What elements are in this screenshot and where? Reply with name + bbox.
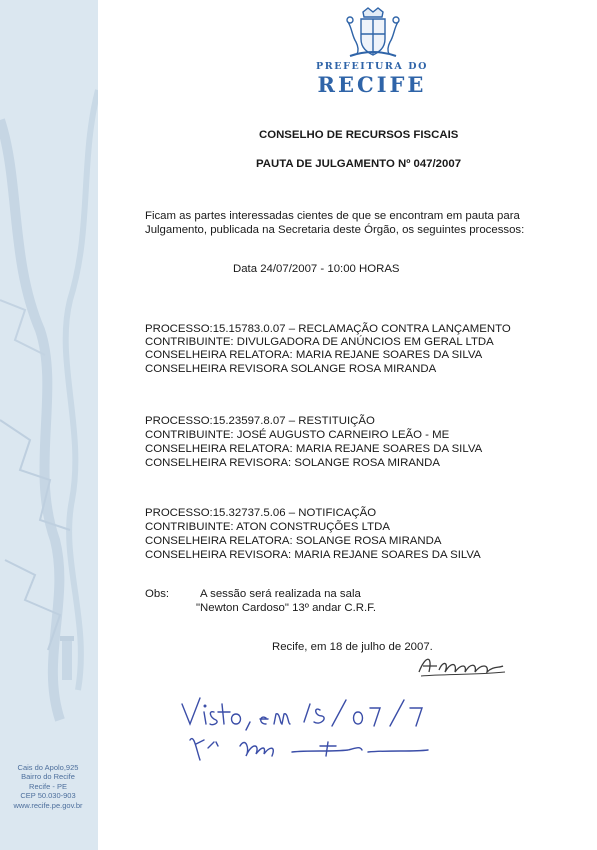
address-line: CEP 50.030-903 (20, 791, 76, 801)
process-rapporteur: CONSELHEIRA RELATORA: SOLANGE ROSA MIRANDA (145, 535, 442, 547)
org-name-logo: RECIFE (317, 72, 427, 97)
document-subtitle: PAUTA DE JULGAMENTO Nº 047/2007 (256, 158, 462, 170)
decorative-map-band (0, 0, 98, 850)
coat-of-arms-icon (338, 6, 408, 60)
process-reviewer: CONSELHEIRA REVISORA: SOLANGE ROSA MIRANDA (145, 457, 440, 469)
process-rapporteur: CONSELHEIRA RELATORA: MARIA REJANE SOARES DA SILVA (145, 349, 483, 361)
intro-line: Ficam as partes interessadas cientes de que se encontram em pauta para (145, 210, 520, 222)
address-line: Bairro do Recife (21, 772, 75, 782)
process-contributor: CONTRIBUINTE: DIVULGADORA DE ANÚNCIOS EM GERAL LTDA (145, 336, 494, 348)
place-and-date: Recife, em 18 de julho de 2007. (272, 641, 433, 653)
process-number: PROCESSO:15.15783.0.07 – RECLAMAÇÃO CONTRA LANÇAMENTO (145, 323, 511, 335)
obs-label: Obs: (145, 588, 170, 600)
obs-line: "Newton Cardoso" 13º andar C.R.F. (196, 602, 377, 614)
handwritten-initials-signature (415, 650, 510, 680)
process-number: PROCESSO:15.32737.5.06 – NOTIFICAÇÃO (145, 507, 377, 519)
document-title: CONSELHO DE RECURSOS FISCAIS (259, 129, 459, 141)
address-line: Cais do Apolo,925 (17, 763, 79, 772)
process-reviewer: CONSELHEIRA REVISORA SOLANGE ROSA MIRANDA (145, 363, 437, 375)
process-rapporteur: CONSELHEIRA RELATORA: MARIA REJANE SOARES DA SILVA (145, 443, 483, 455)
process-contributor: CONTRIBUINTE: ATON CONSTRUÇÕES LTDA (145, 521, 390, 533)
session-date: Data 24/07/2007 - 10:00 HORAS (233, 263, 400, 275)
org-prefix: PREFEITURA DO (316, 61, 428, 72)
obs-line: A sessão será realizada na sala (200, 588, 361, 600)
map-watermark (0, 0, 98, 850)
process-contributor: CONTRIBUINTE: JOSÉ AUGUSTO CARNEIRO LEÃO - ME (145, 429, 450, 441)
address-website[interactable]: www.recife.pe.gov.br (13, 800, 83, 810)
intro-line: Julgamento, publicada na Secretaria deste Órgão, os seguintes processos: (145, 224, 525, 236)
handwritten-visto-note (180, 690, 430, 770)
process-number: PROCESSO:15.23597.8.07 – RESTITUIÇÃO (145, 415, 375, 427)
office-address (4, 763, 92, 810)
process-reviewer: CONSELHEIRA REVISORA: MARIA REJANE SOARES DA SILVA (145, 549, 481, 561)
address-line: Recife - PE (29, 781, 67, 791)
